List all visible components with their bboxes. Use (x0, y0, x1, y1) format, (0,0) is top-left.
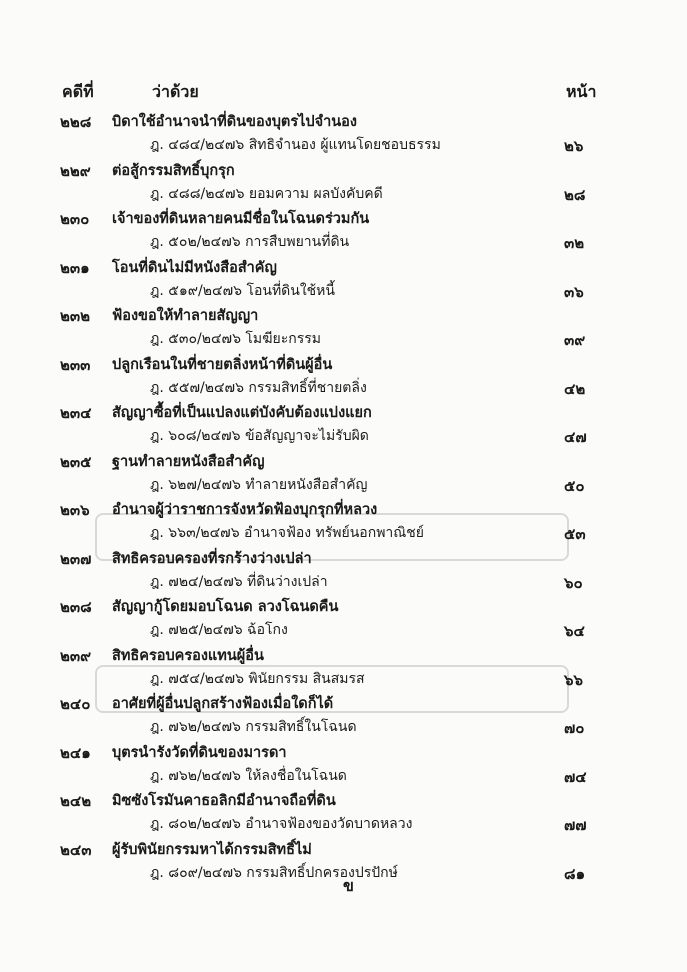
entry-title: ต่อสู้กรรมสิทธิ์บุกรุก (112, 162, 235, 179)
toc-entry (0, 110, 687, 160)
entry-number: ๒๓๓ (60, 355, 91, 374)
entry-page: ๖๔ (564, 622, 585, 640)
entry-title: มิซซังโรมันคาธอลิกมีอำนาจถือที่ดิน (112, 793, 336, 809)
entry-number: ๒๓๔ (60, 404, 92, 422)
entry-number: ๒๓๖ (60, 501, 90, 519)
case-column-header: คดีที่ (62, 82, 94, 101)
entry-page: ๔๗ (564, 428, 587, 446)
entry-citation: ฎ. ๗๖๒/๒๔๗๖ ให้ลงชื่อในโฉนด (150, 767, 347, 784)
entry-page: ๖๐ (564, 573, 583, 592)
entry-number: ๒๔๐ (60, 695, 91, 713)
entry-citation: ฎ. ๘๐๒/๒๔๗๖ อำนาจฟ้องของวัดบาดหลวง (150, 816, 413, 832)
page-column-header: หน้า (566, 82, 597, 101)
entry-citation: ฎ. ๕๓๐/๒๔๗๖ โมฆียะกรรม (150, 331, 322, 347)
toc-entry (0, 353, 687, 403)
entry-citation: ฎ. ๗๒๔/๒๔๗๖ ที่ดินว่างเปล่า (150, 573, 328, 590)
toc-entry (0, 159, 687, 209)
entry-citation: ฎ. ๕๕๗/๒๔๗๖ กรรมสิทธิ์ที่ชายตลิ่ง (150, 379, 367, 396)
entry-page: ๒๘ (564, 185, 586, 204)
toc-entry (0, 401, 687, 451)
entry-page: ๘๑ (564, 864, 586, 883)
entry-number: ๒๔๑ (60, 743, 91, 762)
entry-title: โอนที่ดินไม่มีหนังสือสำคัญ (112, 259, 277, 276)
page-footer-letter: ข (343, 876, 354, 895)
toc-entry (0, 741, 687, 791)
entry-page: ๕๐ (564, 476, 585, 495)
entry-title: อำนาจผู้ว่าราชการจังหวัดฟ้องบุกรุกที่หลวง (112, 502, 378, 518)
toc-entry (0, 595, 687, 645)
toc-entry (0, 207, 687, 257)
toc-entry (0, 644, 687, 694)
entry-citation: ฎ. ๕๑๙/๒๔๗๖ โอนที่ดินใช้หนี้ (150, 282, 335, 299)
toc-entry (0, 450, 687, 500)
entry-page: ๓๙ (564, 331, 586, 349)
entry-citation: ฎ. ๗๒๕/๒๔๗๖ ฉ้อโกง (150, 622, 288, 638)
entry-page: ๓๖ (564, 282, 584, 301)
entry-citation: ฎ. ๖๐๘/๒๔๗๖ ข้อสัญญาจะไม่รับผิด (150, 428, 369, 444)
toc-entry (0, 256, 687, 306)
entry-page: ๗๔ (564, 767, 587, 786)
entry-number: ๒๓๑ (60, 258, 90, 277)
entry-number: ๒๓๒ (60, 307, 91, 325)
entry-title: อาศัยที่ผู้อื่นปลูกสร้างฟ้องเมื่อใดก็ได้ (112, 696, 334, 712)
entry-number: ๒๓๐ (60, 210, 90, 228)
toc-entry (0, 692, 687, 742)
entry-number: ๒๒๘ (60, 113, 92, 131)
toc-entry (0, 304, 687, 354)
entry-citation: ฎ. ๗๕๔/๒๔๗๖ พินัยกรรม สินสมรส (150, 670, 365, 687)
entry-page: ๖๖ (564, 670, 584, 689)
entry-number: ๒๓๕ (60, 452, 92, 471)
entry-citation: ฎ. ๖๒๗/๒๔๗๖ ทำลายหนังสือสำคัญ (150, 476, 368, 493)
entry-title: ฐานทำลายหนังสือสำคัญ (112, 453, 265, 470)
entry-number: ๒๔๓ (60, 840, 92, 859)
entry-citation: ฎ. ๕๐๒/๒๔๗๖ การสืบพยานที่ดิน (150, 234, 350, 250)
entry-citation: ฎ. ๘๐๙/๒๔๗๖ กรรมสิทธิ์ปกครองปรปักษ์ (150, 864, 398, 881)
entry-number: ๒๓๗ (60, 549, 92, 568)
entry-number: ๒๒๙ (60, 161, 91, 180)
entry-citation: ฎ. ๗๖๒/๒๔๗๖ กรรมสิทธิ์ในโฉนด (150, 719, 357, 735)
entry-page: ๗๐ (564, 719, 585, 737)
entry-title: สิทธิครอบครองที่รกร้างว่างเปล่า (112, 550, 312, 567)
entry-number: ๒๓๘ (60, 598, 92, 616)
topic-column-header: ว่าด้วย (152, 82, 199, 101)
toc-entry (0, 498, 687, 548)
entry-title: เจ้าของที่ดินหลายคนมีชื่อในโฉนดร่วมกัน (112, 211, 370, 227)
entry-citation: ฎ. ๖๖๓/๒๔๗๖ อำนาจฟ้อง ทรัพย์นอกพาณิชย์ (150, 525, 424, 541)
entry-number: ๒๔๒ (60, 792, 92, 810)
toc-entry (0, 789, 687, 839)
entry-title: สัญญากู้โดยมอบโฉนด ลวงโฉนดคืน (112, 599, 339, 615)
entry-title: บุตรนำรังวัดที่ดินของมารดา (112, 744, 287, 761)
entry-title: ปลูกเรือนในที่ชายตลิ่งหน้าที่ดินผู้อื่น (112, 356, 333, 373)
entry-page: ๗๗ (564, 816, 587, 834)
entry-page: ๔๒ (564, 379, 586, 398)
entry-number: ๒๓๙ (60, 646, 92, 665)
toc-entry (0, 547, 687, 597)
entry-page: ๕๓ (564, 525, 586, 543)
entry-title: บิดาใช้อำนาจนำที่ดินของบุตรไปจำนอง (112, 114, 357, 130)
entry-title: สัญญาซื้อที่เป็นแปลงแต่บังคับต้องแบ่งแยก (112, 405, 372, 421)
entry-citation: ฎ. ๔๘๔/๒๔๗๖ สิทธิจำนอง ผู้แทนโดยชอบธรรม (150, 137, 441, 153)
entry-title: ฟ้องขอให้ทำลายสัญญา (112, 308, 259, 324)
entry-page: ๒๖ (564, 137, 584, 155)
entry-page: ๓๒ (564, 234, 585, 252)
entry-citation: ฎ. ๔๘๘/๒๔๗๖ ยอมความ ผลบังคับคดี (150, 185, 383, 202)
entry-title: สิทธิครอบครองแทนผู้อื่น (112, 647, 264, 664)
entry-title: ผู้รับพินัยกรรมหาได้กรรมสิทธิ์ไม่ (112, 841, 312, 858)
